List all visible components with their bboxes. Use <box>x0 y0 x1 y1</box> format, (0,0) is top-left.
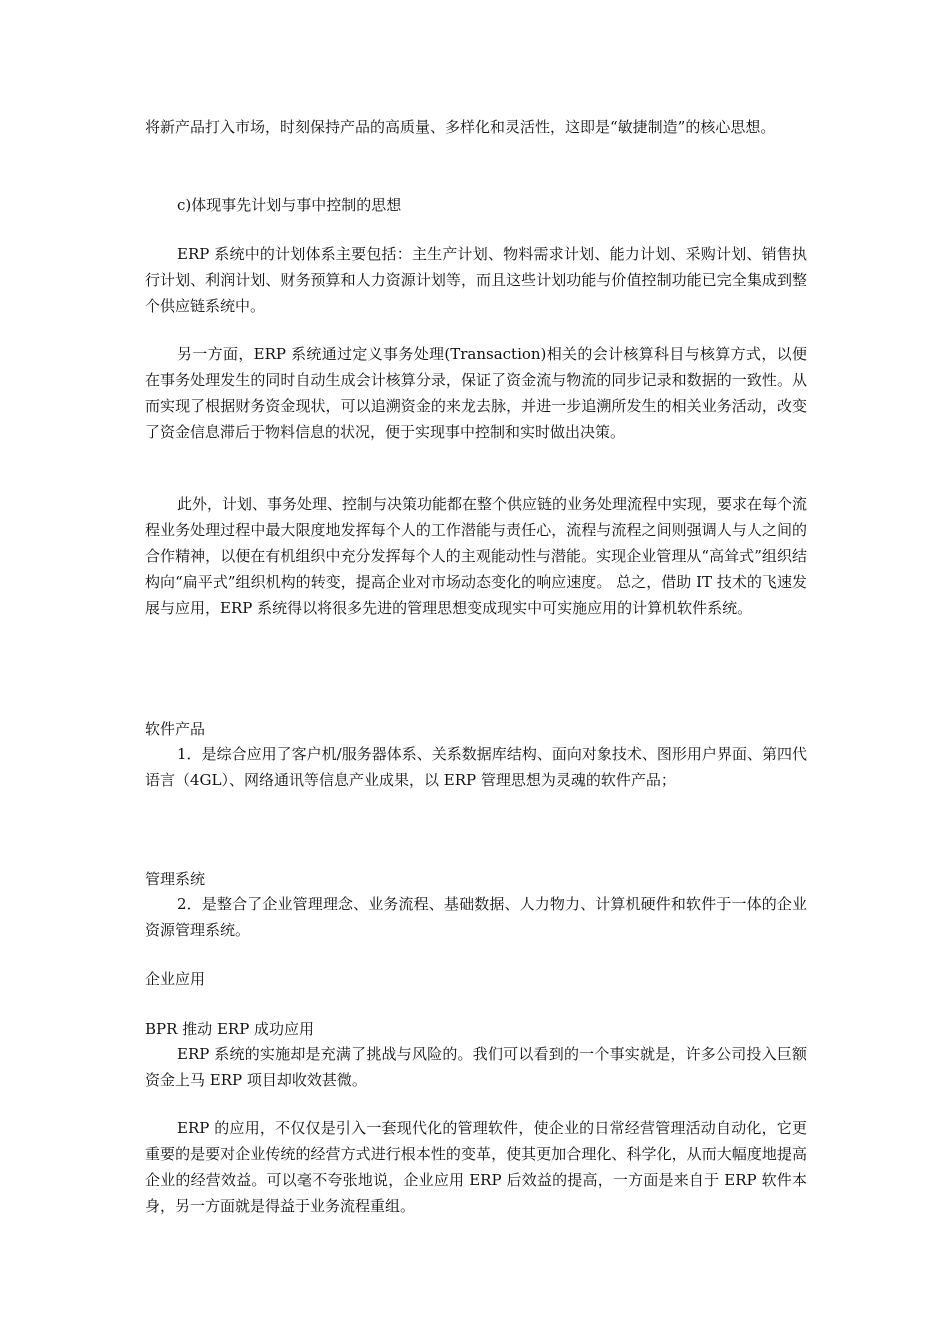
paragraph-agile-manufacturing: 将新产品打入市场，时刻保持产品的高质量、多样化和灵活性，这即是“敏捷制造”的核心思想。 <box>145 118 776 136</box>
heading-software-product: 软件产品 <box>145 720 206 738</box>
heading-management-system: 管理系统 <box>145 870 206 888</box>
paragraph-software-product: 1．是综合应用了客户机/服务器体系、关系数据库结构、面向对象技术、图形用户界面、第四代语言（4GL）、网络通讯等信息产业成果，以 ERP 管理思想为灵魂的软件产品； <box>145 745 807 789</box>
paragraph-erp-application: ERP 的应用，不仅仅是引入一套现代化的管理软件，使企业的日常经营管理活动自动化，它更重要的是要对企业传统的经营方式进行根本性的变革，使其更加合理化、科学化，从而大幅度地提高企业的经营效益。可以毫不夸张地说，企业应用 ERP 后效益的提高，一方面是来自于 ERP 软件本身，另一方面就是得益于业务流程重组。 <box>145 1119 807 1215</box>
paragraph-erp-risk: ERP 系统的实施却是充满了挑战与风险的。我们可以看到的一个事实就是，许多公司投入巨额资金上马 ERP 项目却收效甚微。 <box>145 1045 807 1089</box>
section-heading-c: c)体现事先计划与事中控制的思想 <box>177 196 402 214</box>
paragraph-management-system: 2．是整合了企业管理理念、业务流程、基础数据、人力物力、计算机硬件和软件于一体的企业资源管理系统。 <box>145 895 807 939</box>
paragraph-plan-system: ERP 系统中的计划体系主要包括：主生产计划、物料需求计划、能力计划、采购计划、销售执行计划、利润计划、财务预算和人力资源计划等，而且这些计划功能与价值控制功能已完全集成到整个供应链系统中。 <box>145 245 807 315</box>
heading-bpr: BPR 推动 ERP 成功应用 <box>145 1020 315 1038</box>
paragraph-transaction: 另一方面，ERP 系统通过定义事务处理(Transaction)相关的会计核算科目与核算方式，以便在事务处理发生的同时自动生成会计核算分录，保证了资金流与物流的同步记录和数据的一致性。从而实现了根据财务资金现状，可以追溯资金的来龙去脉，并进一步追溯所发生的相关业务活动，改变了资金信息滞后于物料信息的状况，便于实现事中控制和实时做出决策。 <box>145 345 807 441</box>
paragraph-process-control: 此外，计划、事务处理、控制与决策功能都在整个供应链的业务处理流程中实现，要求在每个流程业务处理过程中最大限度地发挥每个人的工作潜能与责任心，流程与流程之间则强调人与人之间的合作精神，以便在有机组织中充分发挥每个人的主观能动性与潜能。实现企业管理从“高耸式”组织结构向“扁平式”组织机构的转变，提高企业对市场动态变化的响应速度。 总之，借助 IT 技术的飞速发展与应用，ERP 系统得以将很多先进的管理思想变成现实中可实施应用的计算机软件系统。 <box>145 495 808 617</box>
heading-enterprise-application: 企业应用 <box>145 970 206 988</box>
